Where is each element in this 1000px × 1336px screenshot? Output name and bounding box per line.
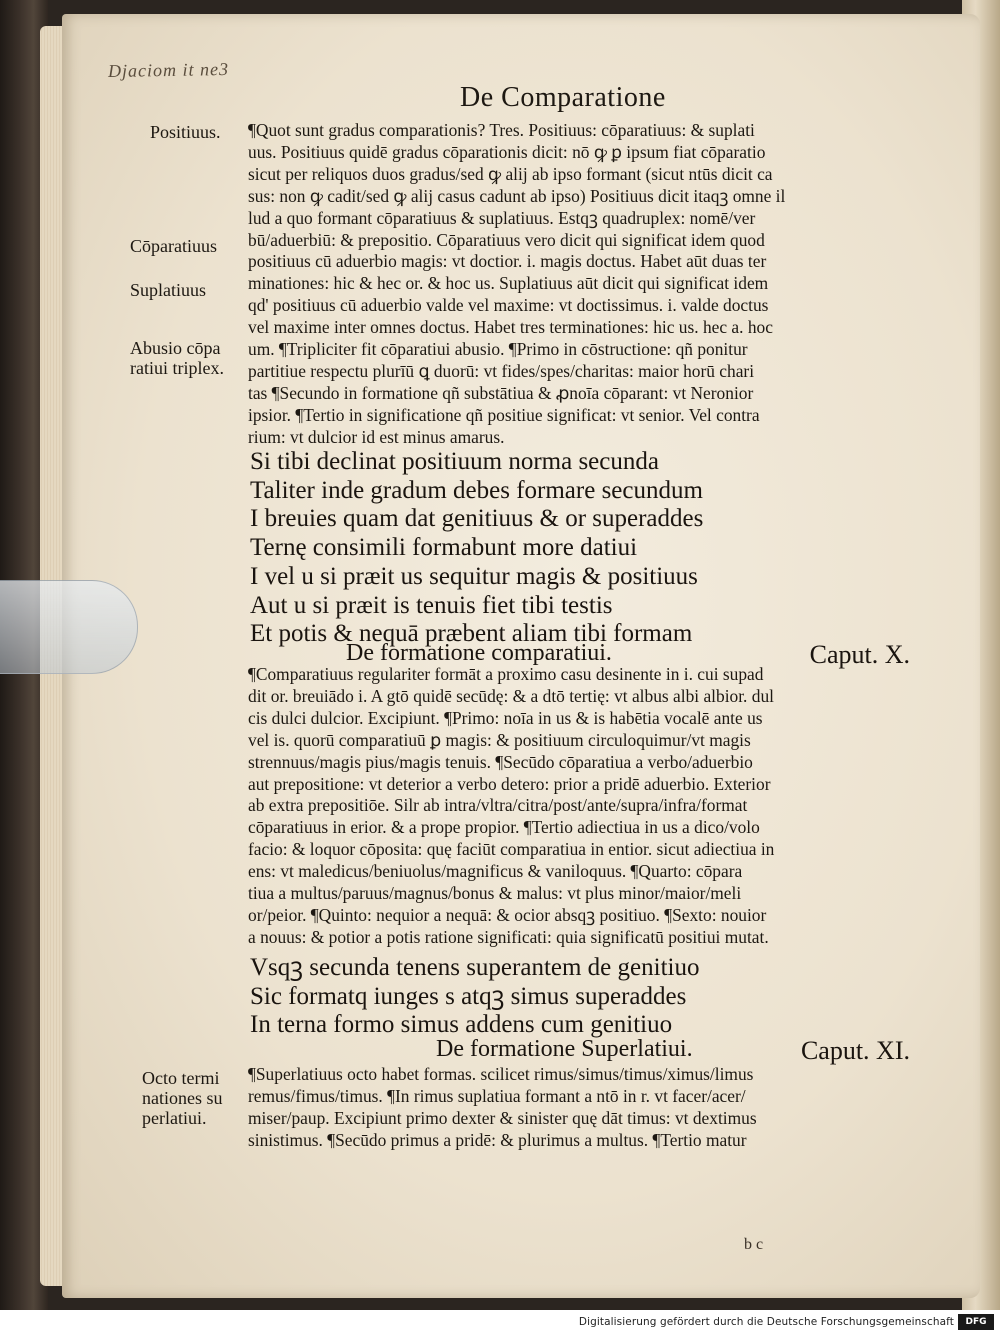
text-line: lud a quo formant cōparatiuus & suplatiuus. Estqꝫ quadruplex: nomē/ver [248, 207, 756, 228]
text-line: a nouus: & potior a potis ratione significati: quia significatū positiui mutat. [248, 926, 769, 947]
verse-line: In terna formo simus addens cum genitiuo [250, 1011, 673, 1039]
verse-line: Vsqꝫ secunda tenens superantem de genitiuo [250, 954, 700, 981]
section-formatione-superlatiui-text [248, 1064, 910, 1152]
text-line: vel is. quorū comparatiuū ꝑ magis: & positiuum circuloquimur/vt magis [248, 729, 751, 750]
text-line: sinistimus. ¶Secūdo primus a pridē: & plurimus a multus. ¶Tertio matur [248, 1129, 747, 1150]
running-head: De Comparatione [460, 82, 666, 113]
verse-line: I vel u si præit us sequitur magis & positiuus [250, 562, 698, 590]
text-line: aut prepositione: vt deterior a verbo detero: prior a pridē aduerbio. Exterior [248, 773, 771, 794]
margin-note-superlatiuus: Suplatiuus [130, 280, 207, 300]
chapter-number: Caput. X. [809, 640, 910, 669]
page-clamp [0, 580, 138, 674]
verse-line: Ternę consimili formabunt more datiui [250, 534, 638, 562]
verse-comparatiuus [250, 448, 890, 649]
text-line: partitiue respectu plurīū ꝗ duorū: vt fides/spes/charitas: maior horū chari [248, 360, 755, 381]
text-line: strennuus/magis pius/magis tenuis. ¶Secūdo cōparatiua a verbo/aduerbio [248, 751, 753, 772]
verse-line: Si tibi declinat positiuum norma secunda [250, 448, 659, 475]
text-line: ab extra prepositiōe. Silr ab intra/vltra/citra/post/ante/supra/infra/format [248, 795, 748, 816]
signature-mark: b c [744, 1236, 764, 1253]
funding-credit: Digitalisierung gefördert durch die Deutsche Forschungsgemeinschaft [578, 1316, 954, 1328]
text-line: tiua a multus/paruus/magnus/bonus & malus: vt plus minor/maior/meli [248, 883, 742, 904]
section-comparatio-text [248, 120, 910, 449]
footer-bar [0, 1310, 1000, 1336]
text-line: dit or. breuiādo i. A gtō quidē secūdę: & a dtō tertię: vt albus albi albior. dul [248, 685, 774, 706]
text-line: ¶Quot sunt gradus comparationis? Tres. Positiuus: cōparatiuus: & suplati [248, 120, 755, 140]
text-line: tas ¶Secundo in formatione qñ substātiua & ꝓnoīa cōparant: vt Neronior [248, 382, 754, 403]
margin-note-octo-3: perlatiui. [142, 1108, 207, 1128]
verse-line: Et potis & nequā præbent aliam tibi formam [250, 620, 693, 648]
verse-line: I breuies quam dat genitiuus & or superaddes [250, 505, 704, 533]
text-line: miser/paup. Excipiunt primo dexter & sinister quę dāt timus: vt dextimus [248, 1107, 757, 1128]
text-line: ¶Comparatiuus regulariter formāt a proximo casu desinente in i. cui supad [248, 664, 764, 684]
handwritten-note: Djaciom it ne3 [107, 58, 230, 82]
text-line: positiuus cū aduerbio magis: vt doctior. i. magis doctus. Habet aūt duas ter [248, 251, 767, 272]
verse-line: Sic formatq iunges s atqꝫ simus superaddes [250, 982, 687, 1010]
verse-line: Taliter inde gradum debes formare secundum [250, 476, 703, 504]
text-line: uus. Positiuus quidē gradus cōparationis dicit: nō ꝙ ꝑ ipsum fiat cōparatio [248, 141, 766, 162]
text-line: qd' positiuus cū aduerbio valde vel maxime: vt doctissimus. i. valde doctus [248, 295, 769, 316]
text-line: ipsior. ¶Tertio in significatione qñ positiue significat: vt senior. Vel contra [248, 404, 760, 425]
chapter-title: De formatione comparatiui. [346, 640, 612, 666]
verse-superlatiuus [250, 954, 890, 1040]
margin-note-abusio-1: Abusio cōpa [130, 338, 221, 358]
text-line: or/peior. ¶Quinto: nequior a nequā: & ocior absqꝫ positiuo. ¶Sexto: nouior [248, 904, 767, 925]
dfg-logo: DFG [958, 1314, 994, 1330]
chapter-title: De formatione Superlatiui. [436, 1036, 693, 1062]
text-line: bū/aduerbiū: & prepositio. Cōparatiuus vero dicit qui significat idem quod [248, 229, 765, 250]
text-line: ens: vt maledicus/beniuolus/magnificus & vaniloquus. ¶Quarto: cōpara [248, 861, 743, 882]
text-line: ¶Superlatiuus octo habet formas. scilicet rimus/simus/timus/ximus/limus [248, 1064, 754, 1084]
margin-note-octo-2: nationes su [142, 1088, 223, 1108]
text-line: minationes: hic & hec or. & hoc us. Suplatiuus aūt dicit qui significat idem [248, 273, 769, 294]
text-line: sus: non ꝙ cadit/sed ꝙ alij casus cadunt ab ipso) Positiuus dicit itaqꝫ omne il [248, 185, 786, 206]
text-line: remus/fimus/timus. ¶In rimus suplatiua formant a ntō in r. vt facer/acer/ [248, 1085, 746, 1106]
text-line: um. ¶Tripliciter fit cōparatiui abusio. ¶Primo in cōstructione: qñ ponitur [248, 339, 748, 360]
chapter-number: Caput. XI. [800, 1036, 910, 1065]
text-line: cis dulci dulcior. Excipiunt. ¶Primo: noīa in us & is habētia vocalē ante us [248, 707, 763, 728]
margin-note-comparatiuus: Cōparatiuus [130, 236, 217, 256]
text-line: rium: vt dulcior id est minus amarus. [248, 426, 505, 447]
verse-line: Aut u si præit is tenuis fiet tibi testis [250, 591, 613, 619]
margin-note-octo-1: Octo termi [142, 1068, 220, 1088]
margin-note-abusio-2: ratiui triplex. [130, 358, 224, 378]
margin-note-positiuus: Positiuus. [150, 122, 221, 142]
section-formatione-comparatiui-text [248, 664, 910, 949]
text-line: cōparatiuus in erior. & a prope propior. ¶Tertio adiectiua in us a dico/volo [248, 817, 760, 838]
text-line: sicut per reliquos duos gradus/sed ꝙ alij ab ipso formant (sicut ntūs dicit ca [248, 163, 773, 184]
text-line: facio: & loquor cōposita: quę faciūt comparatiua in entior. sicut adiectiua in [248, 839, 775, 860]
text-line: vel maxime inter omnes doctus. Habet tres terminationes: hic us. hec a. hoc [248, 317, 773, 338]
